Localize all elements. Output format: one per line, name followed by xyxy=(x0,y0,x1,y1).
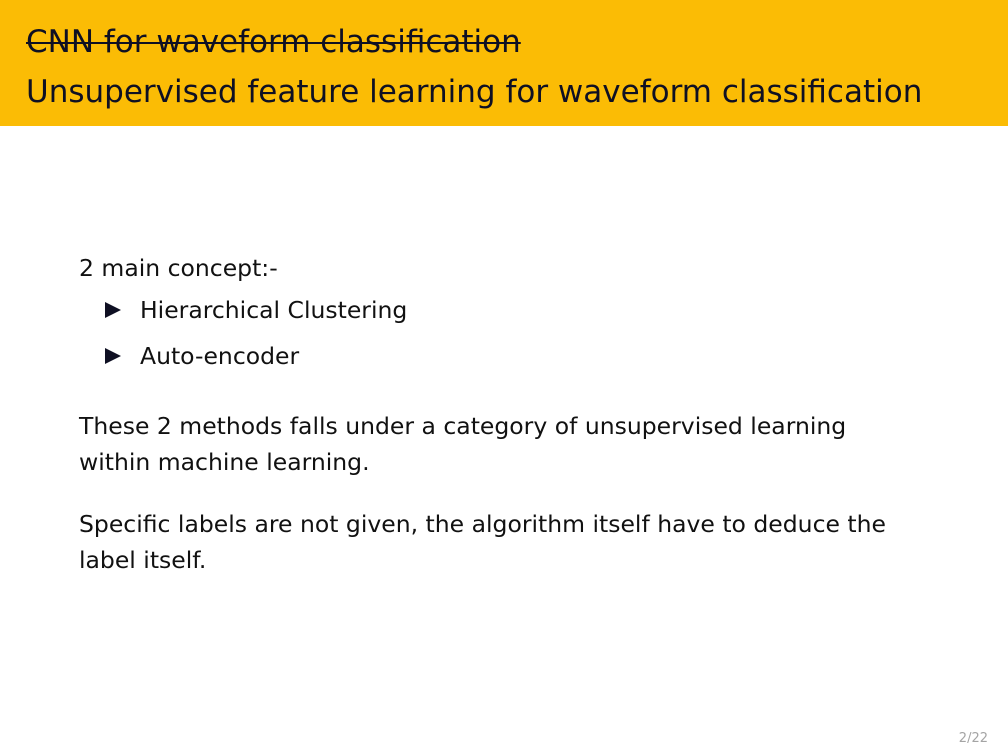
page-number: 2/22 xyxy=(958,731,988,746)
bullet-label: Auto-encoder xyxy=(140,342,300,370)
bullet-label: Hierarchical Clustering xyxy=(140,296,408,324)
paragraph: These 2 methods falls under a category of unsupervised learning within machine learning. xyxy=(79,412,847,476)
slide-content xyxy=(79,250,909,578)
struck-title: CNN for waveform classification xyxy=(26,24,521,60)
triangle-bullet-icon xyxy=(105,348,121,364)
intro-text: 2 main concept:- xyxy=(79,254,278,282)
paragraph: Specific labels are not given, the algorithm itself have to deduce the label itself. xyxy=(79,510,886,574)
slide-title: Unsupervised feature learning for waveform classification xyxy=(26,74,923,110)
concept-list xyxy=(79,292,909,384)
slide-header xyxy=(0,0,1008,126)
list-item xyxy=(79,338,909,384)
list-item xyxy=(79,292,909,338)
triangle-bullet-icon xyxy=(105,302,121,318)
